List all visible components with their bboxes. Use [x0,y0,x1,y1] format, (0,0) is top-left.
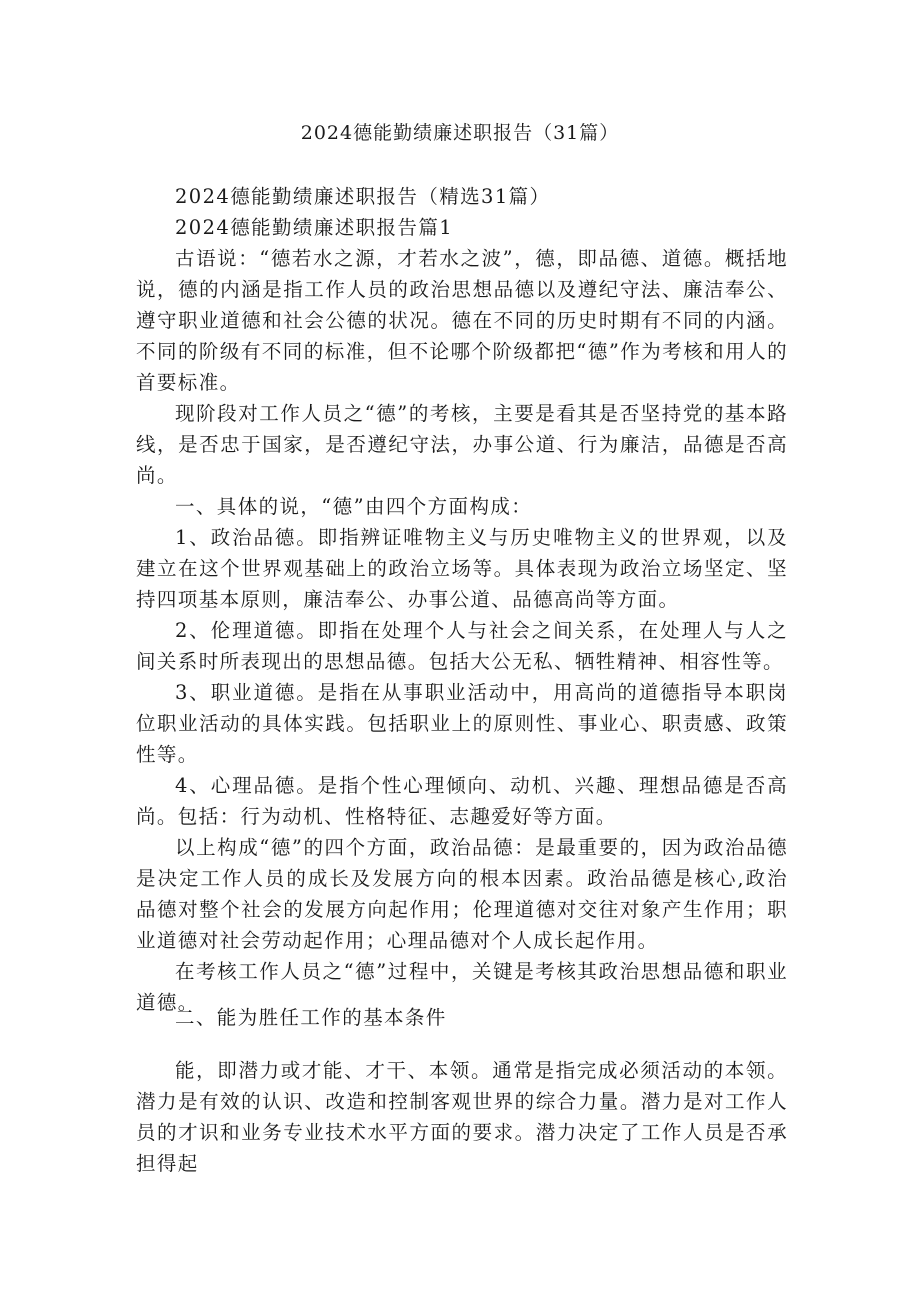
section-two-heading: 二、能为胜任工作的基本条件 [175,1006,447,1029]
section-two-heading-wrap [136,1002,788,1033]
paragraph-political-morality: 1、政治品德。即指辨证唯物主义与历史唯物主义的世界观，以及建立在这个世界观基础上的政治立场等。具体表现为政治立场坚定、坚持四项基本原则，廉洁奉公、办事公道、品德高尚等方面。 [136,526,788,611]
document-body-bottom [136,1055,788,1179]
paragraph-summary: 以上构成“德”的四个方面，政治品德：是最重要的，因为政治品德是决定工作人员的成长及发展方向的根本因素。政治品德是核心,政治品德对整个社会的发展方向起作用；伦理道德对交往对象产生作用；职业道德对社会劳动起作用；心理品德对个人成长起作用。 [136,836,788,952]
paragraph-key-assessment: 在考核工作人员之“德”过程中，关键是考核其政治思想品德和职业道德。 [136,960,788,1014]
paragraph-section-heading: 2024德能勤绩廉述职报告篇1 [175,216,454,239]
document-title: 2024德能勤绩廉述职报告（31篇） [300,122,620,144]
paragraph-assessment: 现阶段对工作人员之“德”的考核，主要是看其是否坚持党的基本路线，是否忠于国家，是否遵纪守法，办事公道、行为廉洁，品德是否高尚。 [136,402,788,487]
paragraph-definition: 古语说：“德若水之源，才若水之波”，德，即品德、道德。概括地说，德的内涵是指工作人员的政治思想品德以及遵纪守法、廉洁奉公、遵守职业道德和社会公德的状况。德在不同的历史时期有不同的内涵。不同的阶级有不同的标准，但不论哪个阶级都把“德”作为考核和用人的首要标准。 [136,247,788,394]
paragraph-ability: 能，即潜力或才能、才干、本领。通常是指完成必须活动的本领。潜力是有效的认识、改造和控制客观世界的综合力量。潜力是对工作人员的才识和业务专业技术水平方面的要求。潜力决定了工作人员是否承担得起 [136,1059,788,1175]
paragraph-subtitle: 2024德能勤绩廉述职报告（精选31篇） [175,185,551,208]
paragraph-psychological-morality: 4、心理品德。是指个性心理倾向、动机、兴趣、理想品德是否高尚。包括：行为动机、性格特征、志趣爱好等方面。 [136,774,788,828]
document-body-top [136,181,788,1018]
paragraph-four-aspects: 一、具体的说，“德”由四个方面构成： [175,495,533,518]
paragraph-ethics: 2、伦理道德。即指在处理个人与社会之间关系，在处理人与人之间关系时所表现出的思想品德。包括大公无私、牺牲精神、相容性等。 [136,619,788,673]
paragraph-professional-ethics: 3、职业道德。是指在从事职业活动中，用高尚的道德指导本职岗位职业活动的具体实践。包括职业上的原则性、事业心、职责感、政策性等。 [136,681,788,766]
